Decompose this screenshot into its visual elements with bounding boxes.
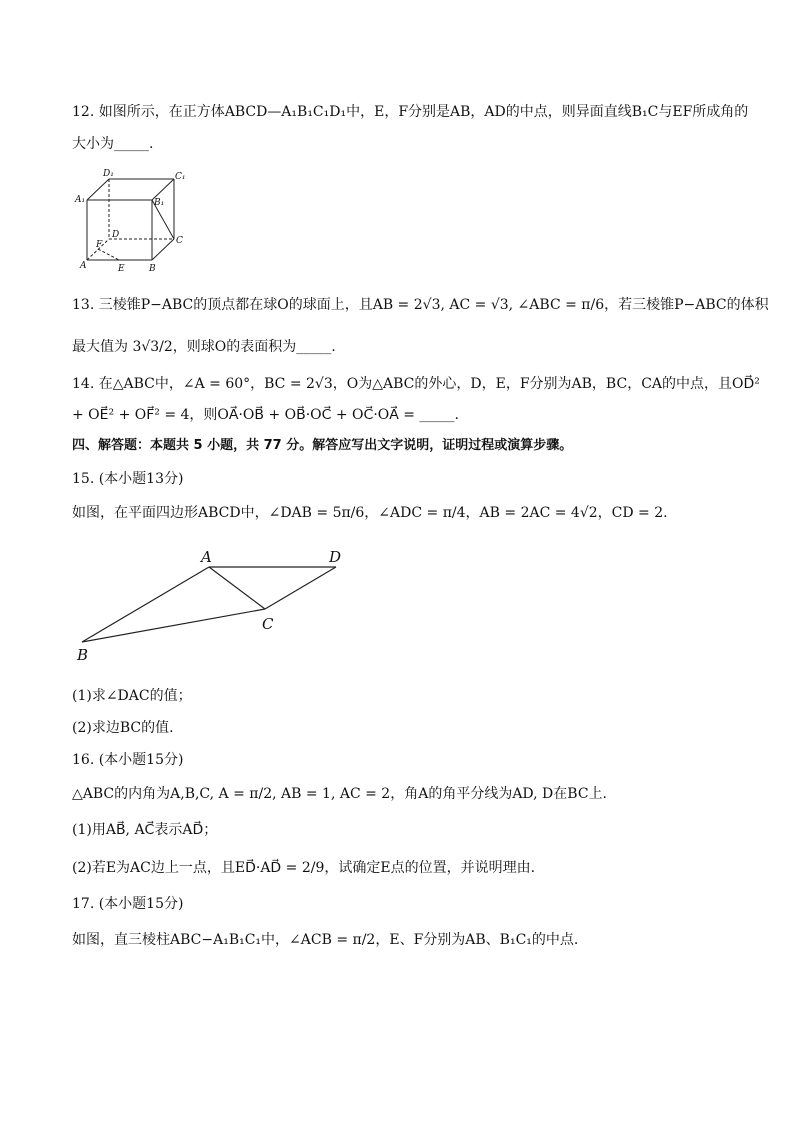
quadrilateral-figure bbox=[72, 545, 362, 665]
label-c1: C₁ bbox=[175, 172, 186, 182]
q12-line1: 12. 如图所示，在正方体ABCD—A₁B₁C₁D₁中，E，F分别是AB，AD的中点，则异面直线B₁C与EF所成角的 bbox=[72, 104, 749, 120]
label-b: B bbox=[149, 264, 156, 274]
section-heading: 四、解答题：本题共 5 小题，共 77 分。解答应写出文字说明，证明过程或演算步骤。 bbox=[72, 438, 573, 453]
label-b1: B₁ bbox=[154, 198, 165, 208]
q14-line1: 14. 在△ABC中，∠A = 60°，BC = 2√3，O为△ABC的外心，D，E，F分别为AB，BC，CA的中点，且OD⃗² bbox=[72, 376, 760, 392]
label-d: D bbox=[112, 230, 120, 240]
label-d: D bbox=[329, 548, 342, 566]
q13-line2: 最大值为 3√3/2，则球O的表面积为_____. bbox=[72, 339, 336, 355]
label-a: A bbox=[80, 261, 87, 271]
q14-line2: + OE⃗² + OF⃗² = 4，则OA⃗·OB⃗ + OB⃗·OC⃗ + OC⃗·OA⃗ = _____. bbox=[72, 407, 459, 423]
label-a: A bbox=[201, 548, 212, 566]
q17-header: 17. (本小题15分) bbox=[72, 896, 184, 912]
label-c: C bbox=[262, 615, 274, 633]
label-e: E bbox=[118, 264, 125, 274]
q15-stem: 如图，在平面四边形ABCD中，∠DAB = 5π/6，∠ADC = π/4，AB = 2AC = 4√2，CD = 2. bbox=[72, 505, 668, 521]
q16-part1: (1)用AB⃗, AC⃗表示AD⃗； bbox=[72, 822, 218, 838]
label-f: F bbox=[96, 240, 103, 250]
label-d1: D₁ bbox=[103, 169, 114, 179]
q12-line2: 大小为_____. bbox=[72, 136, 154, 152]
q16-part2: (2)若E为AC边上一点，且ED⃗·AD⃗ = 2/9，试确定E点的位置，并说明理由. bbox=[72, 860, 536, 876]
q15-header: 15. (本小题13分) bbox=[72, 471, 184, 487]
q15-part1: (1)求∠DAC的值； bbox=[72, 688, 192, 704]
q16-header: 16. (本小题15分) bbox=[72, 752, 184, 768]
cube-figure bbox=[72, 165, 192, 275]
label-a1: A₁ bbox=[75, 195, 86, 205]
q15-part2: (2)求边BC的值. bbox=[72, 720, 174, 736]
label-c: C bbox=[176, 236, 183, 246]
label-b: B bbox=[77, 646, 89, 664]
q13-line1: 13. 三棱锥P−ABC的顶点都在球O的球面上，且AB = 2√3, AC = √3, ∠ABC = π/6，若三棱锥P−ABC的体积 bbox=[72, 297, 769, 313]
q17-stem: 如图，直三棱柱ABC−A₁B₁C₁中，∠ACB = π/2，E、F分别为AB、B₁C₁的中点. bbox=[72, 932, 579, 948]
q16-stem: △ABC的内角为A,B,C, A = π/2, AB = 1, AC = 2，角A的角平分线为AD, D在BC上. bbox=[72, 786, 607, 802]
